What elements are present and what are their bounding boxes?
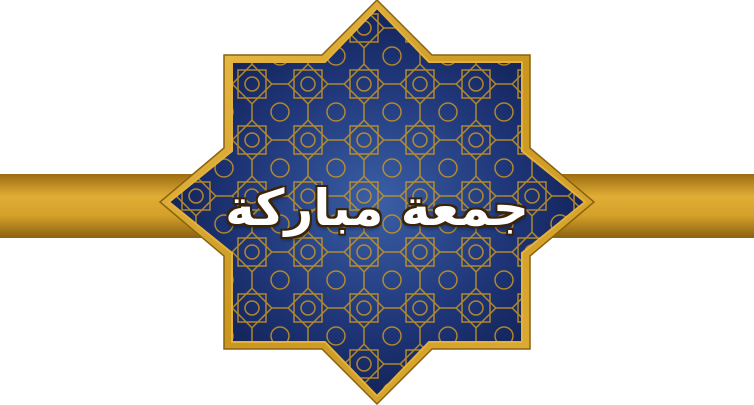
greeting-text: جمعة مباركة — [225, 179, 529, 237]
